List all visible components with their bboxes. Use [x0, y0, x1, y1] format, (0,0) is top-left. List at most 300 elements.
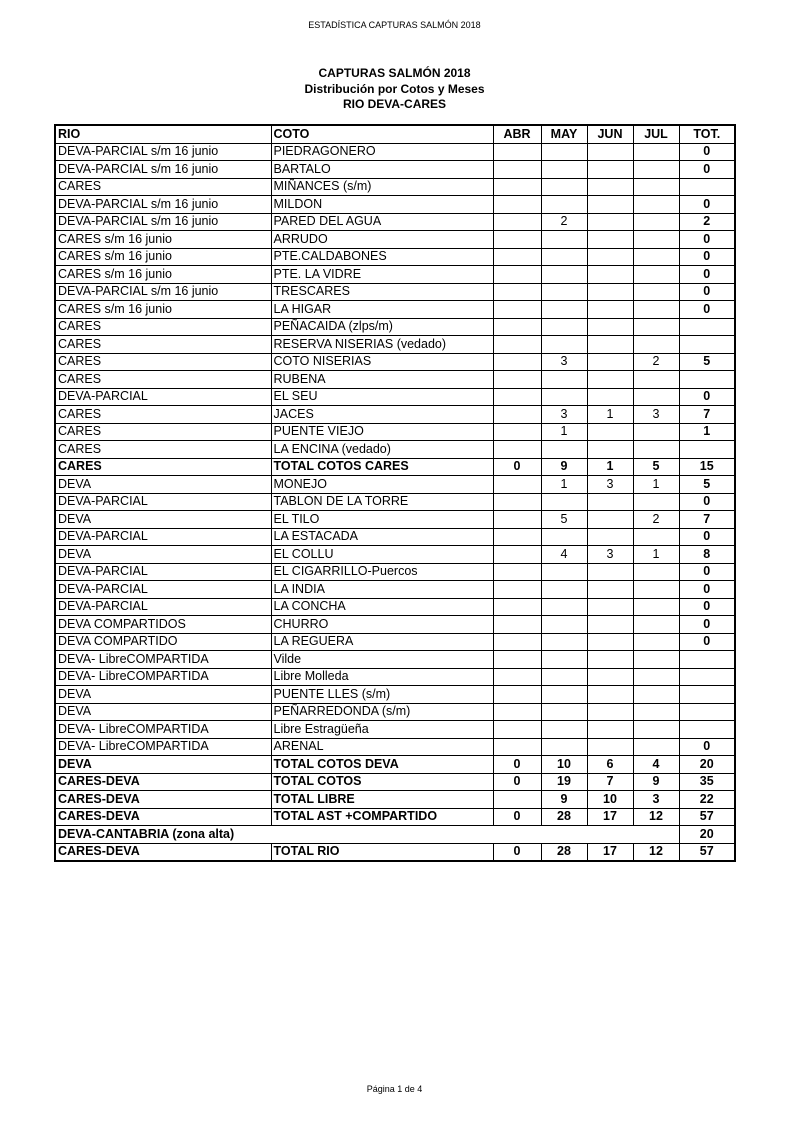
cell-coto: PUENTE LLES (s/m) — [271, 686, 493, 704]
cell-may: 2 — [541, 213, 587, 231]
cell-rio: CARES s/m 16 junio — [55, 248, 271, 266]
cell-may: 10 — [541, 756, 587, 774]
cell-jun — [587, 703, 633, 721]
cell-rio: DEVA-PARCIAL — [55, 598, 271, 616]
cell-coto: PTE.CALDABONES — [271, 248, 493, 266]
table-row — [55, 668, 735, 686]
cell-abr — [493, 738, 541, 756]
cell-tot: 8 — [679, 546, 735, 564]
cell-may — [541, 388, 587, 406]
cell-coto: TOTAL AST +COMPARTIDO — [271, 808, 493, 826]
cell-abr — [493, 406, 541, 424]
table-row — [55, 581, 735, 599]
table-row — [55, 388, 735, 406]
cell-jul — [633, 423, 679, 441]
table-row — [55, 686, 735, 704]
table-row — [55, 511, 735, 529]
cell-abr — [493, 581, 541, 599]
column-header-jul: JUL — [633, 125, 679, 143]
cell-coto: LA ENCINA (vedado) — [271, 441, 493, 459]
cell-tot: 35 — [679, 773, 735, 791]
cell-coto: PTE. LA VIDRE — [271, 266, 493, 284]
cell-coto: MILDON — [271, 196, 493, 214]
cell-jun: 3 — [587, 476, 633, 494]
cell-rio: DEVA-PARCIAL — [55, 388, 271, 406]
cell-jul — [633, 738, 679, 756]
cell-jun — [587, 721, 633, 739]
cell-may — [541, 318, 587, 336]
cell-coto: MONEJO — [271, 476, 493, 494]
cell-tot — [679, 178, 735, 196]
cell-jun — [587, 213, 633, 231]
cell-may — [541, 598, 587, 616]
cell-jul — [633, 668, 679, 686]
cell-tot — [679, 441, 735, 459]
cell-abr — [493, 528, 541, 546]
cell-jun: 1 — [587, 458, 633, 476]
table-row — [55, 266, 735, 284]
cell-rio: CARES — [55, 336, 271, 354]
cell-rio: DEVA — [55, 686, 271, 704]
table-row — [55, 721, 735, 739]
cell-coto: TOTAL COTOS — [271, 773, 493, 791]
cell-coto: RESERVA NISERIAS (vedado) — [271, 336, 493, 354]
cell-jun — [587, 248, 633, 266]
cell-jul — [633, 336, 679, 354]
cell-jun — [587, 633, 633, 651]
cell-coto: EL COLLU — [271, 546, 493, 564]
cell-tot: 0 — [679, 581, 735, 599]
cell-may: 1 — [541, 423, 587, 441]
table-row — [55, 213, 735, 231]
cell-tot: 0 — [679, 196, 735, 214]
table-row — [55, 336, 735, 354]
cell-jun — [587, 336, 633, 354]
cell-coto: TABLON DE LA TORRE — [271, 493, 493, 511]
cell-jun — [587, 738, 633, 756]
table-row — [55, 773, 735, 791]
cell-coto: MIÑANCES (s/m) — [271, 178, 493, 196]
cell-jul: 12 — [633, 808, 679, 826]
cell-jun — [587, 283, 633, 301]
cell-abr — [493, 318, 541, 336]
cell-rio: DEVA-PARCIAL s/m 16 junio — [55, 196, 271, 214]
cell-coto: LA REGUERA — [271, 633, 493, 651]
cell-jun: 10 — [587, 791, 633, 809]
cell-abr — [493, 668, 541, 686]
cell-may — [541, 581, 587, 599]
cell-jun — [587, 143, 633, 161]
cell-may — [541, 528, 587, 546]
cell-may — [541, 283, 587, 301]
cell-abr — [493, 371, 541, 389]
cell-coto: PEÑARREDONDA (s/m) — [271, 703, 493, 721]
cell-abr — [493, 493, 541, 511]
cell-abr — [493, 161, 541, 179]
cell-jun — [587, 423, 633, 441]
table-row — [55, 406, 735, 424]
cell-rio: DEVA-PARCIAL — [55, 563, 271, 581]
cell-jun — [587, 686, 633, 704]
cell-jun: 17 — [587, 808, 633, 826]
cell-abr — [493, 266, 541, 284]
cell-rio: DEVA — [55, 476, 271, 494]
cell-abr — [493, 301, 541, 319]
cell-may: 3 — [541, 406, 587, 424]
table-row — [55, 738, 735, 756]
cell-jul — [633, 301, 679, 319]
cell-abr — [493, 441, 541, 459]
page-footer: Página 1 de 4 — [366, 1084, 423, 1094]
table-row — [55, 563, 735, 581]
cell-may — [541, 266, 587, 284]
column-header-tot: TOT. — [679, 125, 735, 143]
cell-may — [541, 493, 587, 511]
cell-tot: 1 — [679, 423, 735, 441]
cell-coto: PARED DEL AGUA — [271, 213, 493, 231]
table-row — [55, 458, 735, 476]
cell-abr — [493, 388, 541, 406]
cell-jul — [633, 616, 679, 634]
cell-tot: 0 — [679, 388, 735, 406]
cell-rio: DEVA- LibreCOMPARTIDA — [55, 651, 271, 669]
cell-coto: LA CONCHA — [271, 598, 493, 616]
cell-may — [541, 738, 587, 756]
cell-rio: DEVA-PARCIAL — [55, 528, 271, 546]
cell-tot: 22 — [679, 791, 735, 809]
cell-jun — [587, 563, 633, 581]
cell-jun — [587, 371, 633, 389]
cell-rio: DEVA-PARCIAL s/m 16 junio — [55, 283, 271, 301]
table-row — [55, 143, 735, 161]
cell-may — [541, 371, 587, 389]
cell-tot: 0 — [679, 616, 735, 634]
cell-coto: Libre Molleda — [271, 668, 493, 686]
cell-rio: CARES-DEVA — [55, 808, 271, 826]
cell-jul — [633, 231, 679, 249]
cell-abr — [493, 353, 541, 371]
cell-rio: DEVA — [55, 703, 271, 721]
cell-abr — [493, 721, 541, 739]
cell-coto: CHURRO — [271, 616, 493, 634]
cell-tot: 0 — [679, 633, 735, 651]
cell-abr — [493, 476, 541, 494]
cell-jul — [633, 388, 679, 406]
table-row — [55, 318, 735, 336]
cell-jul — [633, 266, 679, 284]
cell-jul — [633, 721, 679, 739]
cell-may — [541, 143, 587, 161]
table-row — [55, 546, 735, 564]
cell-tot: 5 — [679, 353, 735, 371]
table-row — [55, 756, 735, 774]
cell-jun — [587, 161, 633, 179]
cell-jun — [587, 388, 633, 406]
cell-tot: 0 — [679, 248, 735, 266]
cell-tot: 0 — [679, 143, 735, 161]
cell-jul: 2 — [633, 353, 679, 371]
document-subtitle: Distribución por Cotos y Meses — [304, 81, 485, 96]
cell-may: 3 — [541, 353, 587, 371]
cell-tot: 7 — [679, 406, 735, 424]
cell-abr: 0 — [493, 843, 541, 861]
cell-tot: 0 — [679, 493, 735, 511]
cell-rio: DEVA-PARCIAL s/m 16 junio — [55, 161, 271, 179]
cell-tot: 20 — [679, 756, 735, 774]
cell-coto: EL CIGARRILLO-Puercos — [271, 563, 493, 581]
cell-coto: EL SEU — [271, 388, 493, 406]
cell-may — [541, 651, 587, 669]
cell-jun — [587, 493, 633, 511]
cell-abr: 0 — [493, 458, 541, 476]
table-row — [55, 826, 735, 844]
cell-may — [541, 178, 587, 196]
cell-may — [541, 336, 587, 354]
table-row — [55, 283, 735, 301]
cell-coto: TRESCARES — [271, 283, 493, 301]
cell-tot: 7 — [679, 511, 735, 529]
cell-may — [541, 668, 587, 686]
cell-tot — [679, 318, 735, 336]
cell-abr: 0 — [493, 773, 541, 791]
cell-may: 9 — [541, 791, 587, 809]
cell-tot — [679, 336, 735, 354]
cell-jul: 5 — [633, 458, 679, 476]
cell-jun — [587, 668, 633, 686]
table-row — [55, 178, 735, 196]
cell-may — [541, 703, 587, 721]
cell-rio: DEVA- LibreCOMPARTIDA — [55, 738, 271, 756]
cell-coto: TOTAL LIBRE — [271, 791, 493, 809]
cell-rio: CARES-DEVA — [55, 773, 271, 791]
cell-rio: CARES s/m 16 junio — [55, 301, 271, 319]
table-row — [55, 476, 735, 494]
cell-jun — [587, 178, 633, 196]
cell-coto: PIEDRAGONERO — [271, 143, 493, 161]
cell-jun — [587, 616, 633, 634]
cell-jun: 17 — [587, 843, 633, 861]
cell-tot: 0 — [679, 528, 735, 546]
cell-abr — [493, 686, 541, 704]
cell-jun — [587, 196, 633, 214]
cell-jul: 1 — [633, 476, 679, 494]
cell-coto: Vilde — [271, 651, 493, 669]
cell-jun — [587, 651, 633, 669]
cell-coto: EL TILO — [271, 511, 493, 529]
cell-coto: TOTAL COTOS DEVA — [271, 756, 493, 774]
cell-may — [541, 196, 587, 214]
cell-jun: 1 — [587, 406, 633, 424]
cell-may: 9 — [541, 458, 587, 476]
cell-may: 19 — [541, 773, 587, 791]
cell-rio: CARES s/m 16 junio — [55, 231, 271, 249]
cell-jul — [633, 686, 679, 704]
cell-coto: ARRUDO — [271, 231, 493, 249]
cell-rio: DEVA — [55, 756, 271, 774]
cell-abr — [493, 196, 541, 214]
cell-abr — [493, 616, 541, 634]
cell-rio: DEVA — [55, 511, 271, 529]
cell-jul: 3 — [633, 406, 679, 424]
cell-abr — [493, 703, 541, 721]
cell-jul: 9 — [633, 773, 679, 791]
cell-rio: CARES-DEVA — [55, 843, 271, 861]
cell-tot: 15 — [679, 458, 735, 476]
cell-jul — [633, 563, 679, 581]
captures-table — [54, 124, 736, 862]
cell-jul — [633, 651, 679, 669]
cell-abr — [493, 423, 541, 441]
cell-coto: JACES — [271, 406, 493, 424]
cell-jun: 7 — [587, 773, 633, 791]
cell-coto: COTO NISERIAS — [271, 353, 493, 371]
column-header-rio: RIO — [55, 125, 271, 143]
cell-tot: 2 — [679, 213, 735, 231]
cell-rio: DEVA-PARCIAL — [55, 581, 271, 599]
cell-abr — [493, 231, 541, 249]
cell-jun: 6 — [587, 756, 633, 774]
cell-rio: CARES — [55, 318, 271, 336]
cell-coto: TOTAL COTOS CARES — [271, 458, 493, 476]
cell-rio: DEVA COMPARTIDO — [55, 633, 271, 651]
cell-tot — [679, 371, 735, 389]
cell-rio: DEVA-PARCIAL s/m 16 junio — [55, 213, 271, 231]
table-row — [55, 353, 735, 371]
cell-coto: Libre Estragüeña — [271, 721, 493, 739]
cell-abr — [493, 651, 541, 669]
cell-rio: DEVA- LibreCOMPARTIDA — [55, 668, 271, 686]
cell-may — [541, 686, 587, 704]
cell-jul: 1 — [633, 546, 679, 564]
title-block — [0, 66, 789, 113]
cell-rio: DEVA-PARCIAL — [55, 493, 271, 511]
cell-may: 28 — [541, 843, 587, 861]
cell-jul — [633, 196, 679, 214]
table-row — [55, 441, 735, 459]
cell-jul — [633, 581, 679, 599]
cell-abr — [493, 563, 541, 581]
running-header: ESTADÍSTICA CAPTURAS SALMÓN 2018 — [308, 20, 481, 30]
cell-rio: CARES — [55, 441, 271, 459]
cell-rio: CARES — [55, 178, 271, 196]
cell-abr — [493, 598, 541, 616]
table-row — [55, 616, 735, 634]
cell-may — [541, 231, 587, 249]
cell-jun — [587, 511, 633, 529]
cell-rio: DEVA — [55, 546, 271, 564]
cell-may — [541, 248, 587, 266]
cell-may: 5 — [541, 511, 587, 529]
cell-jul — [633, 283, 679, 301]
column-header-coto: COTO — [271, 125, 493, 143]
cell-may — [541, 301, 587, 319]
cell-tot: 0 — [679, 283, 735, 301]
cell-rio: CARES s/m 16 junio — [55, 266, 271, 284]
cell-jul — [633, 161, 679, 179]
cell-abr — [493, 336, 541, 354]
cell-coto: BARTALO — [271, 161, 493, 179]
cell-may — [541, 616, 587, 634]
cell-abr: 0 — [493, 808, 541, 826]
cell-abr — [493, 213, 541, 231]
table-row — [55, 528, 735, 546]
cell-abr — [493, 791, 541, 809]
cell-may — [541, 721, 587, 739]
cell-jul — [633, 318, 679, 336]
cell-may — [541, 441, 587, 459]
cell-tot: 57 — [679, 843, 735, 861]
cell-abr — [493, 178, 541, 196]
cell-rio: DEVA- LibreCOMPARTIDA — [55, 721, 271, 739]
cell-jul — [633, 633, 679, 651]
cell-rio: CARES-DEVA — [55, 791, 271, 809]
cell-abr: 0 — [493, 756, 541, 774]
cell-may — [541, 633, 587, 651]
column-header-may: MAY — [541, 125, 587, 143]
column-header-abr: ABR — [493, 125, 541, 143]
cell-rio: DEVA COMPARTIDOS — [55, 616, 271, 634]
cell-coto: ARENAL — [271, 738, 493, 756]
cell-rio: DEVA-PARCIAL s/m 16 junio — [55, 143, 271, 161]
cell-abr — [493, 283, 541, 301]
cell-may — [541, 161, 587, 179]
cell-jul — [633, 493, 679, 511]
table-row — [55, 651, 735, 669]
cell-jul — [633, 178, 679, 196]
cell-jun — [587, 441, 633, 459]
cell-jun — [587, 581, 633, 599]
table-row — [55, 791, 735, 809]
table-row — [55, 371, 735, 389]
cell-abr — [493, 143, 541, 161]
table-row — [55, 248, 735, 266]
table-row — [55, 808, 735, 826]
cell-tot — [679, 651, 735, 669]
cell-jul — [633, 703, 679, 721]
table-body — [55, 143, 735, 861]
document-title: CAPTURAS SALMÓN 2018 — [318, 66, 471, 80]
cell-jul — [633, 143, 679, 161]
cell-tot — [679, 668, 735, 686]
cell-jun — [587, 318, 633, 336]
cell-coto: PUENTE VIEJO — [271, 423, 493, 441]
table-row — [55, 843, 735, 861]
cell-tot — [679, 686, 735, 704]
cell-jun — [587, 266, 633, 284]
cell-coto: LA INDIA — [271, 581, 493, 599]
cell-jul — [633, 213, 679, 231]
cell-tot: 57 — [679, 808, 735, 826]
cell-jul — [633, 371, 679, 389]
cell-rio: CARES — [55, 423, 271, 441]
cell-jun — [587, 353, 633, 371]
cell-coto: TOTAL RIO — [271, 843, 493, 861]
table-row — [55, 161, 735, 179]
cell-jul: 12 — [633, 843, 679, 861]
cell-jun: 3 — [587, 546, 633, 564]
cell-tot: 0 — [679, 563, 735, 581]
cell-jul — [633, 598, 679, 616]
table-header-row — [55, 125, 735, 143]
cell-coto: RUBENA — [271, 371, 493, 389]
cell-jun — [587, 231, 633, 249]
table-row — [55, 301, 735, 319]
cell-abr — [493, 248, 541, 266]
cell-jul — [633, 441, 679, 459]
cell-coto: LA HIGAR — [271, 301, 493, 319]
cell-tot: 0 — [679, 231, 735, 249]
cell-jul: 2 — [633, 511, 679, 529]
